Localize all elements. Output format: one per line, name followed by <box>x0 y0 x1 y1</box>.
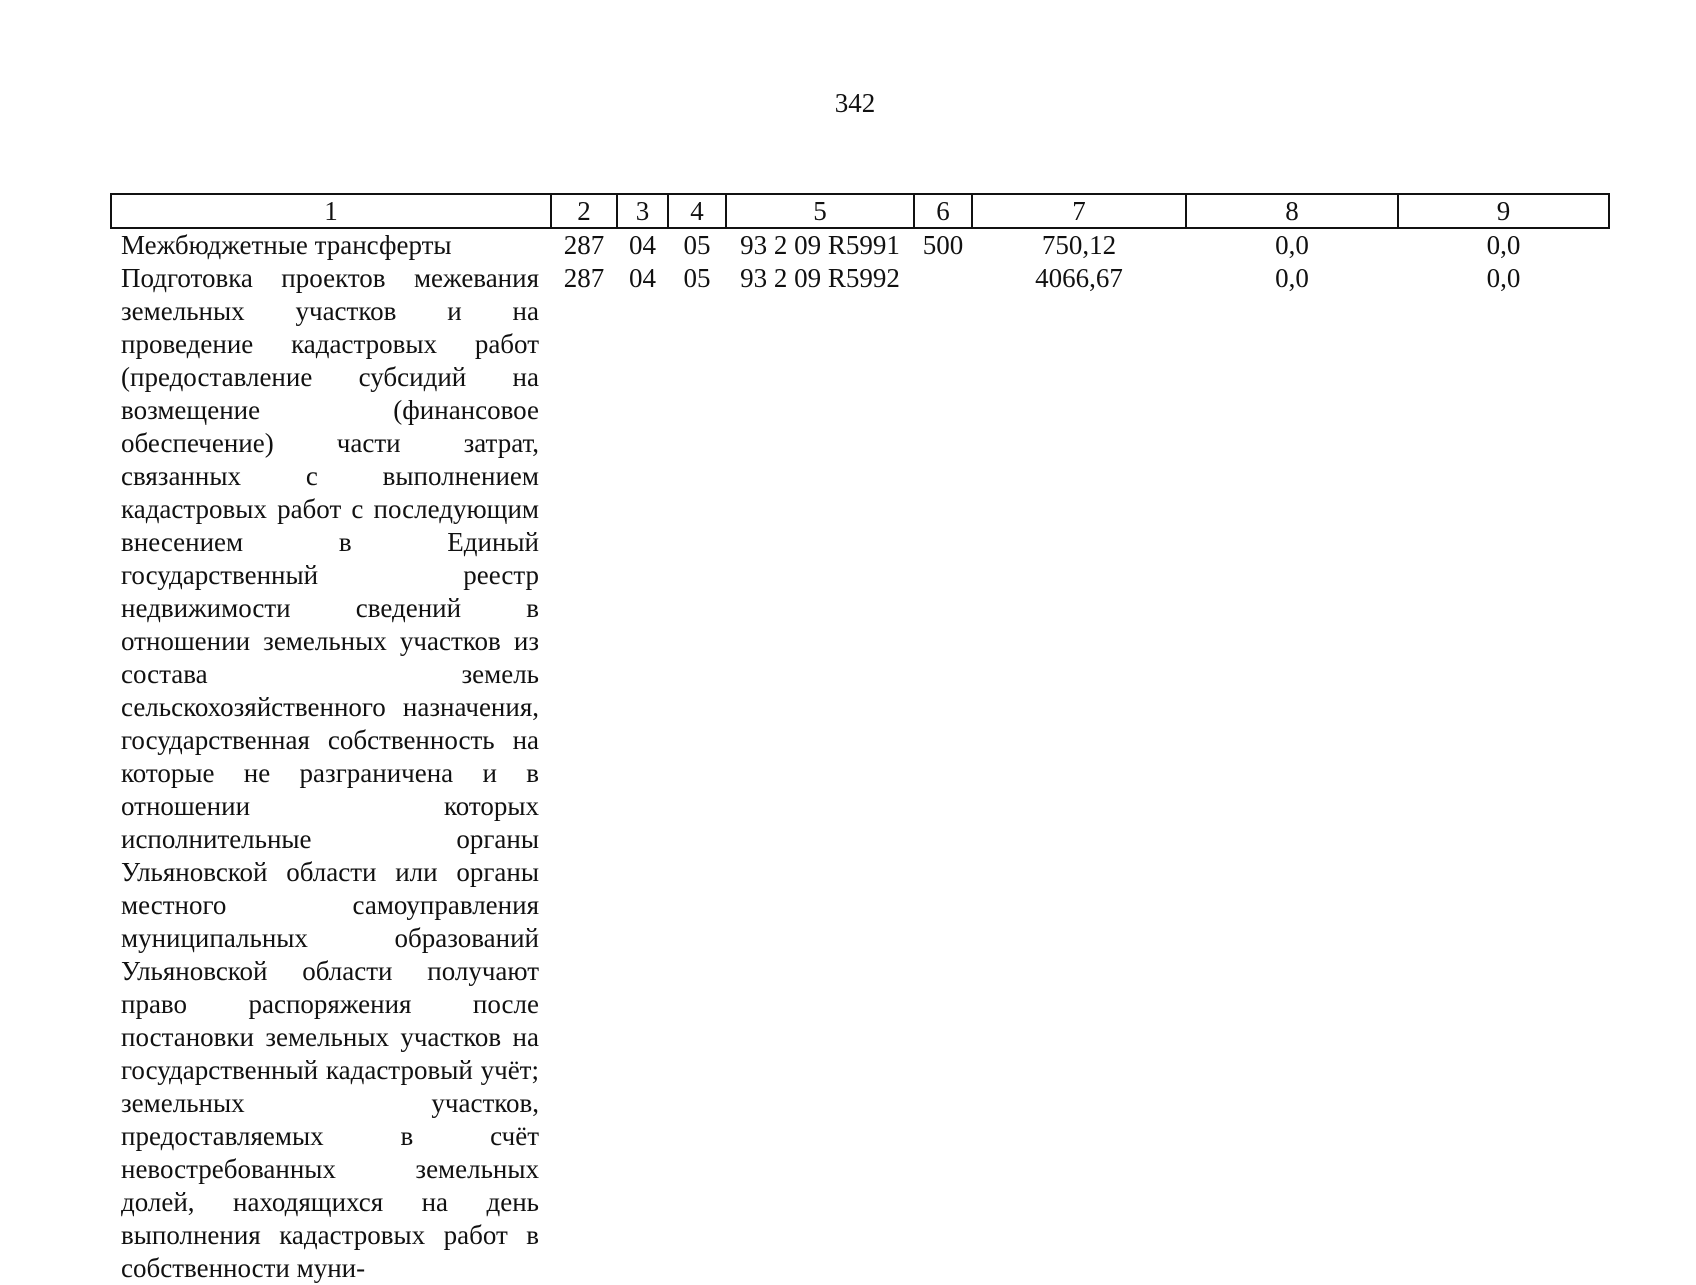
budget-table <box>110 193 1610 1285</box>
header-col-4: 4 <box>668 194 726 228</box>
page-number: 342 <box>834 88 876 118</box>
row-value-7: 4066,67 <box>1035 263 1123 293</box>
table-row <box>111 228 1609 262</box>
row-code-6: 500 <box>922 230 964 260</box>
row-value-8: 0,0 <box>1275 263 1309 293</box>
table-row <box>111 262 1609 1285</box>
row-value-8: 0,0 <box>1275 230 1309 260</box>
row-code-5: 93 2 09 R5992 <box>740 263 900 293</box>
header-col-6: 6 <box>914 194 972 228</box>
row-value-9: 0,0 <box>1486 263 1521 293</box>
header-col-1: 1 <box>111 194 551 228</box>
header-row <box>111 194 1609 228</box>
row-code-2: 287 <box>563 230 605 260</box>
row-code-2: 287 <box>563 263 605 293</box>
row-code-6 <box>914 262 972 1285</box>
row-code-4: 05 <box>683 263 711 293</box>
header-col-8: 8 <box>1186 194 1398 228</box>
row-value-9: 0,0 <box>1486 230 1521 260</box>
row-value-7: 750,12 <box>1041 230 1117 260</box>
row-code-4: 05 <box>683 230 711 260</box>
header-col-5: 5 <box>726 194 914 228</box>
header-col-9: 9 <box>1398 194 1609 228</box>
row-description: Подготовка проектов межевания земельных участков и на проведение кадастровых работ (предоставление субсидий на возмещение (финансовое обеспечение) части затрат, связанных с выполнением кадастровых работ с последующим внесением в Единый государственный реестр недвижимости сведений в отношении земельных участков из состава земель сельскохозяйственного назначения, государственная собственность на которые не разграничена и в отношении которых исполнительные органы Ульяновской области или органы местного самоуправления муниципальных образований Ульяновской области получают право распоряжения после постановки земельных участков на государственный кадастровый учёт; земельных участков, предоставляемых в счёт невостребованных земельных долей, находящихся на день выполнения кадастровых работ в собственности муни- <box>121 263 539 1283</box>
row-description: Межбюджетные трансферты <box>121 230 452 260</box>
row-code-3: 04 <box>629 263 656 293</box>
header-col-3: 3 <box>617 194 668 228</box>
row-code-5: 93 2 09 R5991 <box>740 230 900 260</box>
row-code-3: 04 <box>629 230 656 260</box>
header-col-7: 7 <box>972 194 1186 228</box>
header-col-2: 2 <box>551 194 617 228</box>
